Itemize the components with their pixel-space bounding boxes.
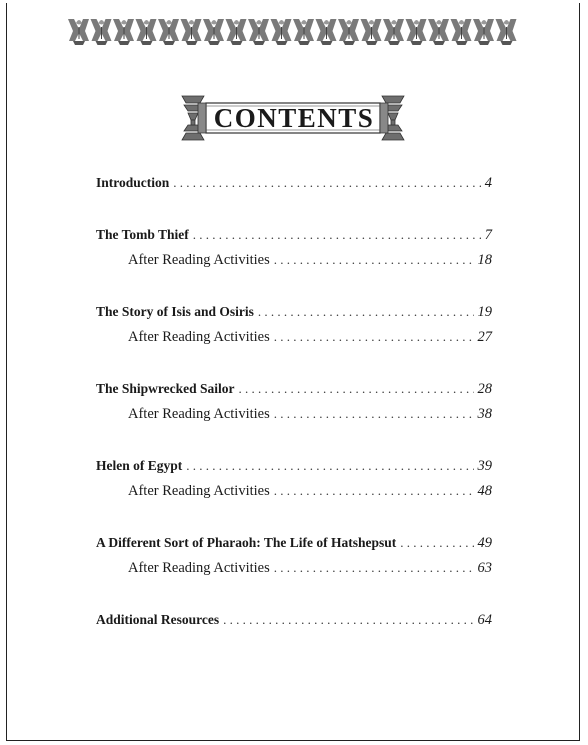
dot-leader (274, 401, 474, 426)
dot-leader (193, 222, 481, 247)
toc-entry-page: 7 (484, 227, 492, 243)
toc-section (96, 607, 492, 632)
toc-subentry-page: 27 (477, 329, 492, 345)
toc-entry-title: The Shipwrecked Sailor (96, 381, 235, 396)
lotus-icon (113, 19, 134, 45)
toc-subentry[interactable] (96, 401, 492, 426)
toc-entry-title: The Tomb Thief (96, 227, 189, 242)
lotus-icon (181, 19, 202, 45)
lotus-icon (451, 19, 472, 45)
toc-entry-page: 28 (477, 381, 492, 397)
table-of-contents (96, 170, 492, 632)
page-title: CONTENTS (213, 103, 375, 133)
toc-entry-title: The Story of Isis and Osiris (96, 304, 254, 319)
toc-entry[interactable] (96, 170, 492, 195)
dot-leader (223, 607, 473, 632)
toc-subentry-page: 18 (477, 252, 492, 268)
toc-entry-page: 64 (477, 612, 492, 628)
toc-subentry[interactable] (96, 478, 492, 503)
section-gap (96, 272, 492, 299)
toc-entry[interactable] (96, 607, 492, 632)
toc-entry-page: 39 (477, 458, 492, 474)
toc-entry-page: 49 (477, 535, 492, 551)
lotus-icon (68, 19, 89, 45)
toc-subentry-page: 38 (477, 406, 492, 422)
toc-entry-page: 19 (477, 304, 492, 320)
section-gap (96, 349, 492, 376)
toc-entry[interactable] (96, 299, 492, 324)
toc-entry-title: Additional Resources (96, 612, 220, 627)
dot-leader (258, 299, 474, 324)
toc-subentry-title: After Reading Activities (128, 406, 270, 422)
toc-subentry[interactable] (96, 247, 492, 272)
section-gap (96, 195, 492, 222)
dot-leader (186, 453, 473, 478)
lotus-border-ornament (68, 17, 520, 47)
section-gap (96, 580, 492, 607)
lotus-icon (271, 19, 292, 45)
dot-leader (274, 247, 474, 272)
lotus-icon (316, 19, 337, 45)
toc-subentry-page: 63 (477, 560, 492, 576)
section-gap (96, 503, 492, 530)
toc-section (96, 530, 492, 580)
toc-entry[interactable] (96, 222, 492, 247)
lotus-icon (293, 19, 314, 45)
toc-section (96, 453, 492, 503)
lotus-icon (406, 19, 427, 45)
lotus-icon (473, 19, 494, 45)
lotus-icon (248, 19, 269, 45)
toc-subentry-title: After Reading Activities (128, 560, 270, 576)
dot-leader (173, 170, 480, 195)
toc-entry[interactable] (96, 530, 492, 555)
toc-subentry-title: After Reading Activities (128, 483, 270, 499)
lotus-icon (383, 19, 404, 45)
dot-leader (239, 376, 474, 401)
section-gap (96, 426, 492, 453)
lotus-icon (428, 19, 449, 45)
lotus-icon (136, 19, 157, 45)
lotus-icon (203, 19, 224, 45)
toc-section (96, 376, 492, 426)
dot-leader (400, 530, 473, 555)
lotus-icon (158, 19, 179, 45)
toc-section (96, 222, 492, 272)
lotus-icon (338, 19, 359, 45)
toc-entry[interactable] (96, 453, 492, 478)
lotus-icon (496, 19, 517, 45)
lotus-icon (226, 19, 247, 45)
toc-subentry[interactable] (96, 555, 492, 580)
toc-entry-title: A Different Sort of Pharaoh: The Life of Hatshepsut (96, 535, 397, 550)
lotus-icon (91, 19, 112, 45)
toc-entry-page: 4 (484, 175, 492, 191)
dot-leader (274, 324, 474, 349)
toc-entry[interactable] (96, 376, 492, 401)
lotus-icon (361, 19, 382, 45)
dot-leader (274, 478, 474, 503)
toc-subentry[interactable] (96, 324, 492, 349)
toc-entry-title: Introduction (96, 175, 170, 190)
toc-entry-title: Helen of Egypt (96, 458, 183, 473)
toc-subentry-page: 48 (477, 483, 492, 499)
toc-section (96, 299, 492, 349)
toc-section (96, 170, 492, 195)
dot-leader (274, 555, 474, 580)
toc-subentry-title: After Reading Activities (128, 252, 270, 268)
toc-subentry-title: After Reading Activities (128, 329, 270, 345)
